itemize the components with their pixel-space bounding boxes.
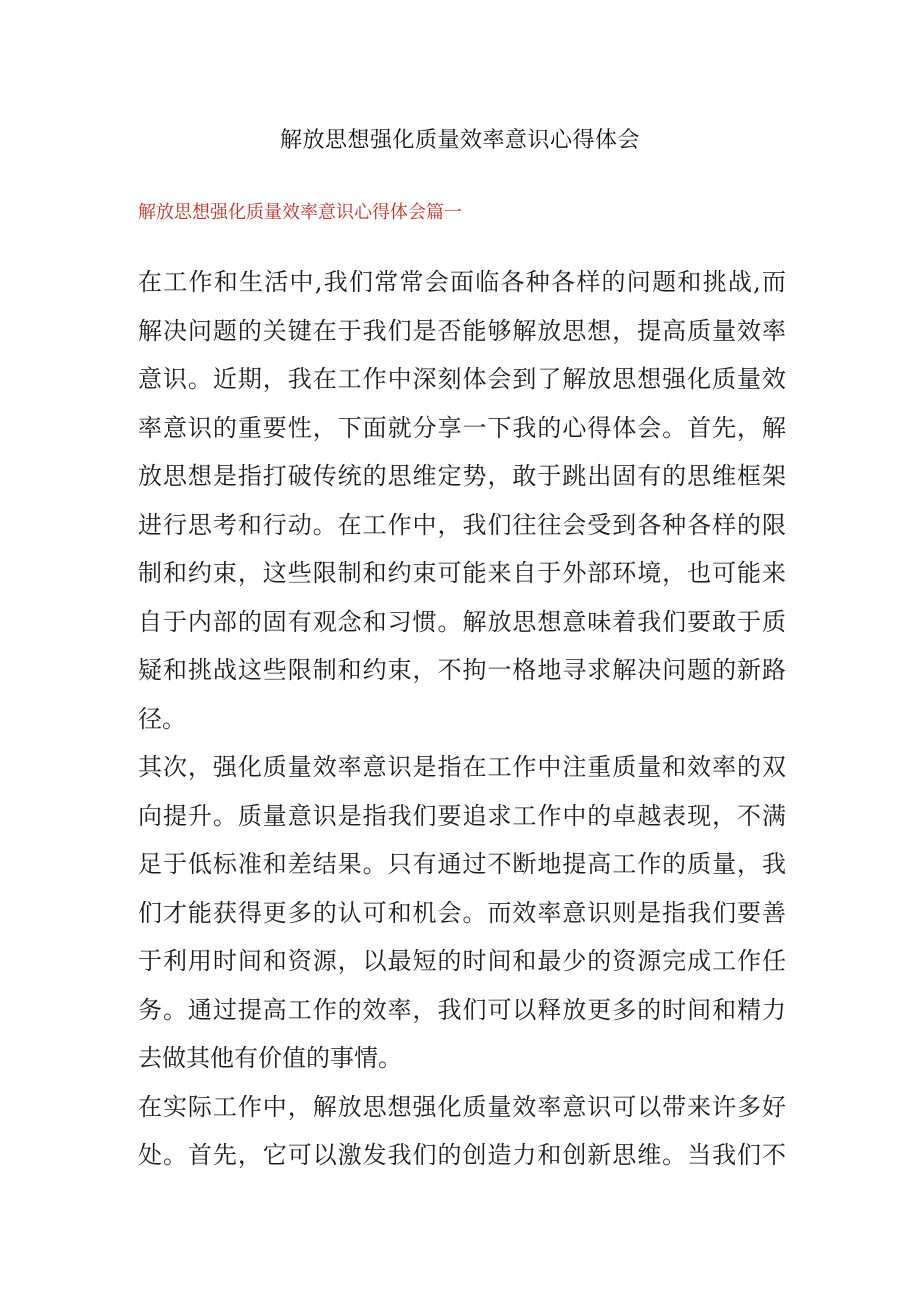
text-line: 务。通过提高工作的效率，我们可以释放更多的时间和精力	[138, 995, 786, 1024]
text-line: 径。	[138, 704, 186, 733]
text-line: 解决问题的关键在于我们是否能够解放思想，提高质量效率	[138, 316, 786, 345]
section-heading: 解放思想强化质量效率意识心得体会篇一	[138, 202, 462, 223]
text-line: 其次，强化质量效率意识是指在工作中注重质量和效率的双	[138, 753, 786, 781]
text-line: 向提升。质量意识是指我们要追求工作中的卓越表现，不满	[138, 801, 786, 830]
text-line: 放思想是指打破传统的思维定势，敢于跳出固有的思维框架	[138, 462, 786, 490]
text-line: 处。首先，它可以激发我们的创造力和创新思维。当我们不	[138, 1141, 786, 1169]
text-line: 自于内部的固有观念和习惯。解放思想意味着我们要敢于质	[138, 607, 786, 636]
text-line: 们才能获得更多的认可和机会。而效率意识则是指我们要善	[138, 898, 786, 927]
document-title: 解放思想强化质量效率意识心得体会	[279, 128, 640, 153]
text-line: 在实际工作中，解放思想强化质量效率意识可以带来许多好	[138, 1092, 786, 1121]
text-line: 率意识的重要性，下面就分享一下我的心得体会。首先，解	[138, 413, 786, 442]
text-line: 在工作和生活中,我们常常会面临各种各样的问题和挑战,而	[138, 268, 786, 296]
text-line: 去做其他有价值的事情。	[138, 1044, 402, 1072]
text-line: 足于低标准和差结果。只有通过不断地提高工作的质量，我	[138, 850, 786, 878]
text-line: 制和约束，这些限制和约束可能来自于外部环境，也可能来	[138, 559, 786, 587]
text-line: 疑和挑战这些限制和约束，不拘一格地寻求解决问题的新路	[138, 656, 786, 684]
text-line: 进行思考和行动。在工作中，我们往往会受到各种各样的限	[138, 510, 786, 539]
text-line: 于利用时间和资源，以最短的时间和最少的资源完成工作任	[138, 947, 786, 975]
body-text	[138, 258, 786, 1180]
text-line: 意识。近期，我在工作中深刻体会到了解放思想强化质量效	[138, 365, 786, 393]
